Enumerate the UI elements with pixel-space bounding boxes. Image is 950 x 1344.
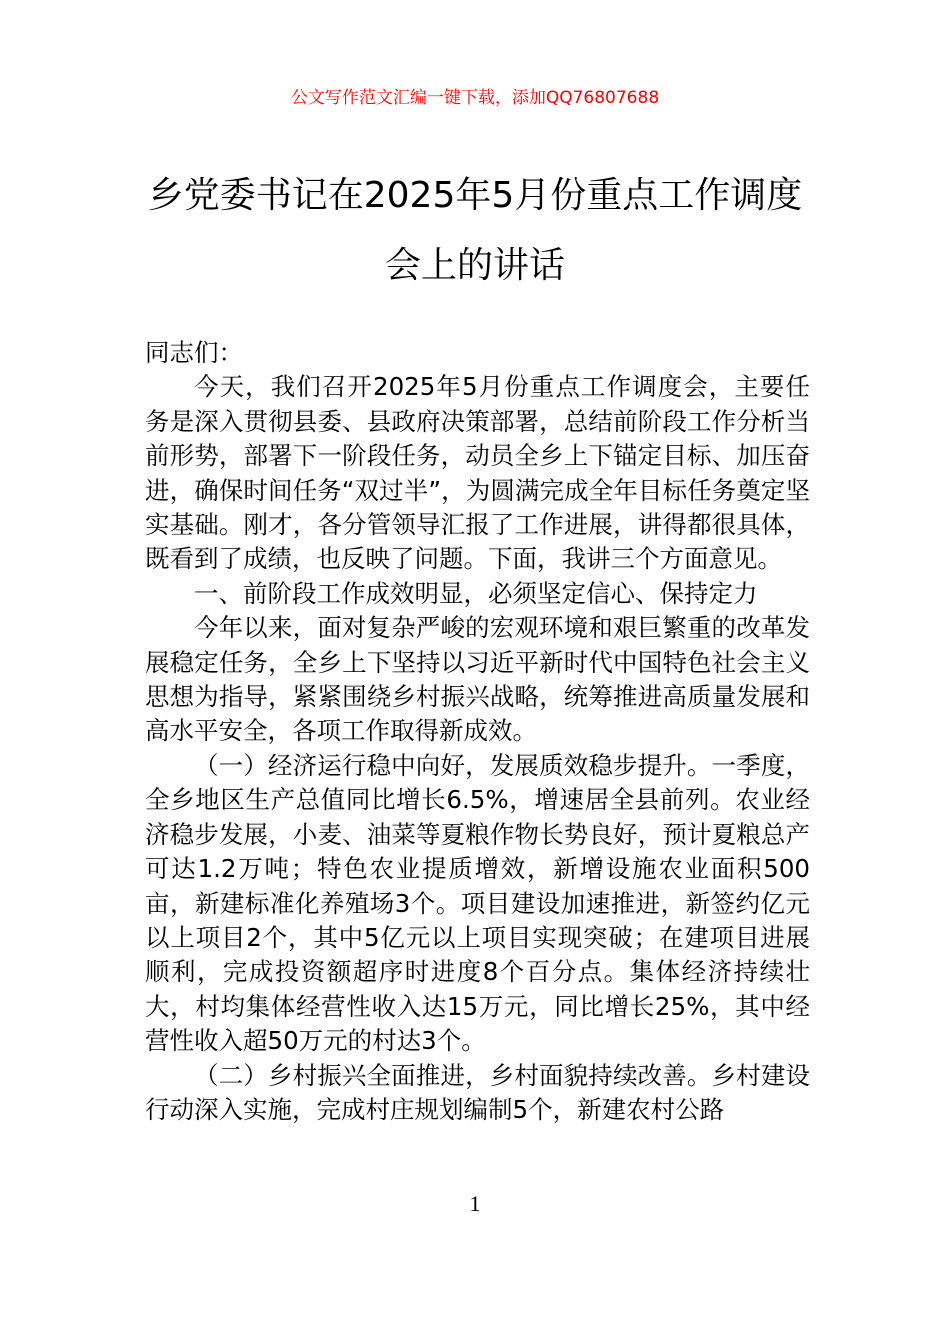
document-body	[145, 336, 810, 1127]
paragraph-overview: 今年以来，面对复杂严峻的宏观环境和艰巨繁重的改革发展稳定任务，全乡上下坚持以习近平新时代中国特色社会主义思想为指导，紧紧围绕乡村振兴战略，统筹推进高质量发展和高水平安全，各项工作取得新成效。	[145, 613, 810, 746]
document-title-line-2: 会上的讲话	[384, 245, 565, 286]
page-number: 1	[469, 1191, 481, 1216]
paragraph-rural-revitalization: （二）乡村振兴全面推进，乡村面貌持续改善。乡村建设行动深入实施，完成村庄规划编制5个，新建农村公路	[145, 1060, 810, 1124]
salutation: 同志们：	[145, 338, 243, 367]
section-heading-1: 一、前阶段工作成效明显，必须坚定信心、保持定力	[194, 578, 758, 608]
paragraph-intro: 今天，我们召开2025年5月份重点工作调度会，主要任务是深入贯彻县委、县政府决策部署，总结前阶段工作分析当前形势，部署下一阶段任务，动员全乡上下锚定目标、加压奋进，确保时间任务“双过半”，为圆满完成全年目标任务奠定坚实基础。刚才，各分管领导汇报了工作进展，讲得都很具体，既看到了成绩，也反映了问题。下面，我讲三个方面意见。	[145, 372, 810, 574]
paragraph-economy: （一）经济运行稳中向好，发展质效稳步提升。一季度，全乡地区生产总值同比增长6.5%，增速居全县前列。农业经济稳步发展，小麦、油菜等夏粮作物长势良好，预计夏粮总产可达1.2万吨；特色农业提质增效，新增设施农业面积500亩，新建标准化养殖场3个。项目建设加速推进，新签约亿元以上项目2个，其中5亿元以上项目实现突破；在建项目进展顺利，完成投资额超序时进度8个百分点。集体经济持续壮大，村均集体经营性收入达15万元，同比增长25%，其中经营性收入超50万元的村达3个。	[145, 750, 810, 1056]
document-title-line-1: 乡党委书记在2025年5月份重点工作调度	[147, 175, 803, 216]
download-banner: 公文写作范文汇编一键下载，添加QQ76807688	[290, 88, 660, 108]
